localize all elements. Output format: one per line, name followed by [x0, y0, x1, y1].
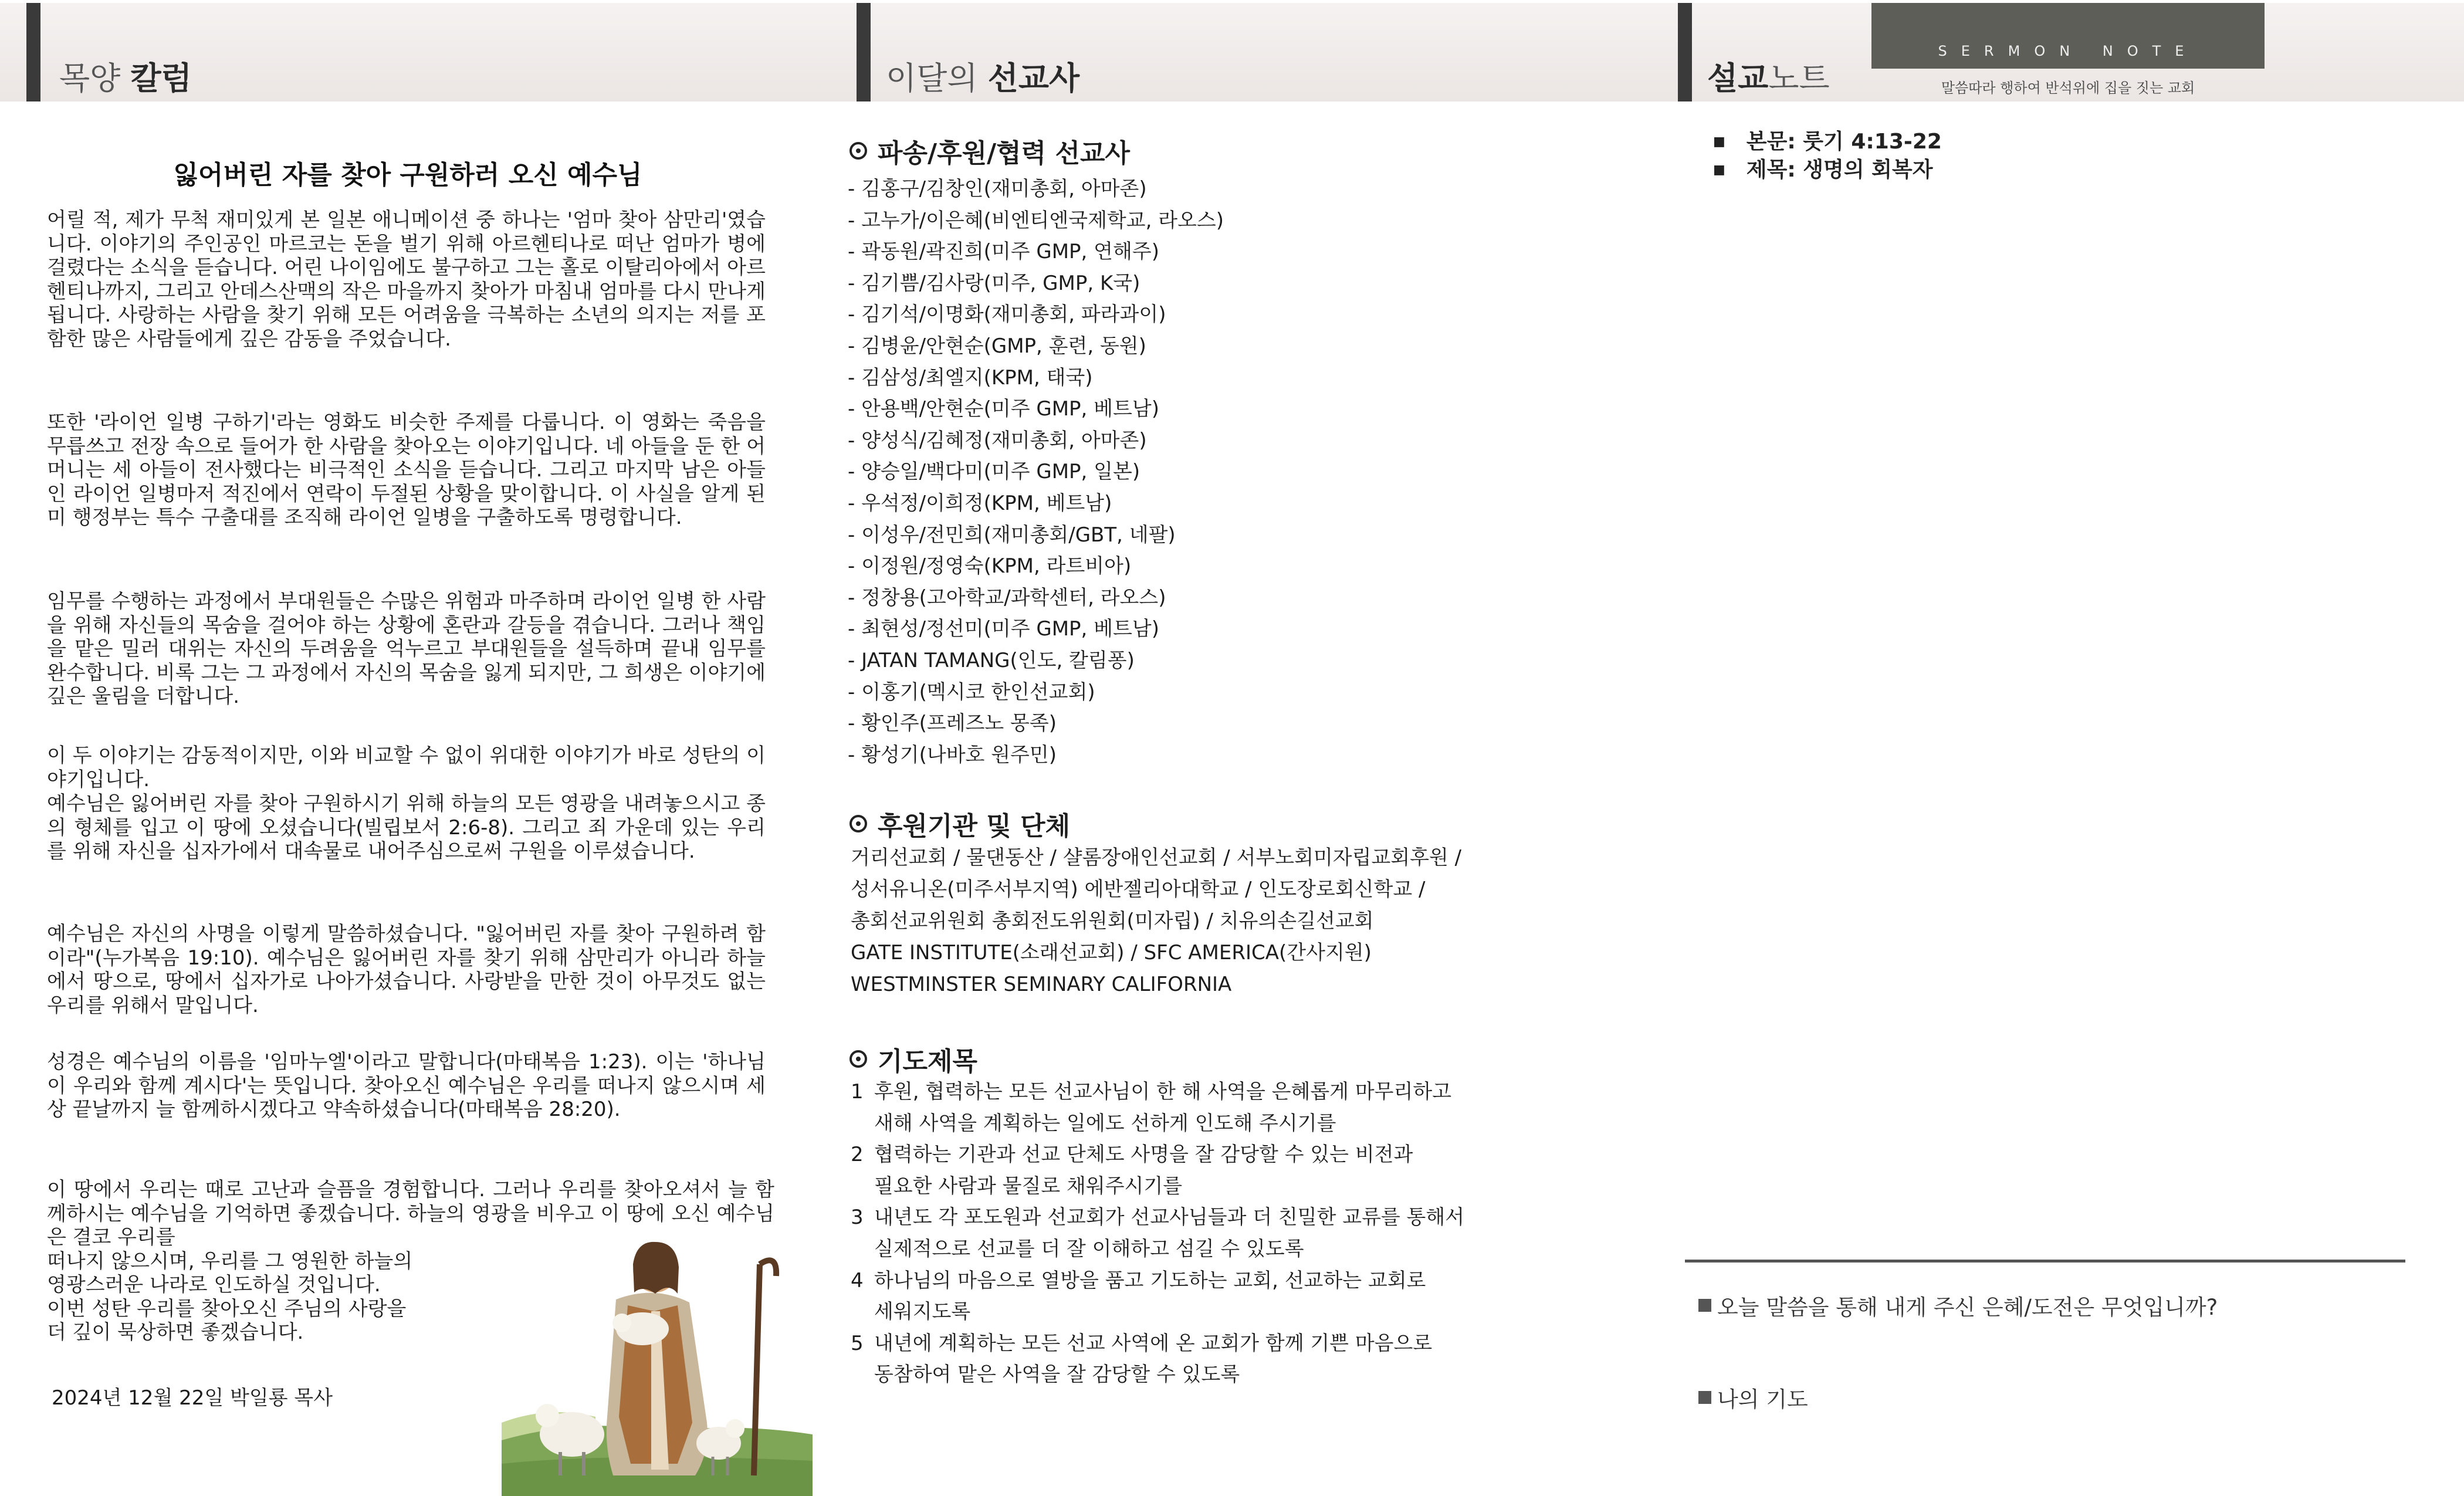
list-item	[848, 394, 1224, 425]
missionary-name: 이정원/정영숙(KPM, 라트비아)	[861, 554, 1132, 578]
list-item	[848, 331, 1224, 363]
list-dash: -	[848, 460, 862, 484]
sermon-text-ref: 본문: 룻기 4:13-22	[1746, 130, 1942, 154]
list-item	[848, 174, 1224, 205]
target-bullet-icon	[849, 1050, 867, 1068]
prayer-number: 1	[851, 1080, 864, 1104]
column-paragraph: 어릴 적, 제가 무척 재미있게 본 일본 애니메이션 중 하나는 '엄마 찾아 삼만리'였습니다. 이야기의 주인공인 마르코는 돈을 벌기 위해 아르헨티나로 떠난 엄마가 병에 걸렸다는 소식을 듣습니다. 어린 나이임에도 불구하고 그는 홀로 이탈리아에서 아르헨티나까지, 그리고 안데스산맥의 작은 마을까지 찾아가 마침내 엄마를 다시 만나게 됩니다. 사랑하는 사람을 찾기 위해 모든 어려움을 극복하는 소년의 의지는 저를 포함한 많은 사람들에게 깊은 감동을 주었습니다.	[47, 208, 766, 351]
sermon-note-label: SERMON NOTE	[1938, 43, 2198, 59]
missionary-name: 황인주(프레즈노 몽족)	[861, 712, 1057, 736]
missionaries-heading-label: 파송/후원/협력 선교사	[878, 138, 1130, 168]
prayer-text: 내년에 계획하는 모든 선교 사역에 온 교회가 함께 기쁜 마음으로 동참하여 맡은 사역을 잘 감당할 수 있도록	[874, 1331, 1433, 1387]
missionary-name: 김병윤/안현순(GMP, 훈련, 동원)	[861, 334, 1146, 358]
grace-question-label: 오늘 말씀을 통해 내게 주신 은혜/도전은 무엇입니까?	[1717, 1295, 2218, 1320]
my-prayer-heading	[1698, 1382, 1808, 1413]
list-dash: -	[848, 554, 862, 578]
missionary-name: 고누가/이은혜(비엔티엔국제학교, 라오스)	[861, 208, 1224, 232]
orgs-heading-label: 후원기관 및 단체	[878, 811, 1071, 841]
column-paragraph: 임무를 수행하는 과정에서 부대원들은 수많은 위험과 마주하며 라이언 일병 한 사람을 위해 자신들의 목숨을 걸어야 하는 상황에 혼란과 갈등을 겪습니다. 그러나 책임을 맡은 밀러 대위는 자신의 두려움을 억누르고 부대원들을 설득하며 끝내 임무를 완수합니다. 비록 그는 그 과정에서 자신의 목숨을 잃게 되지만, 그 희생은 이야기에 깊은 울림을 더합니다.	[47, 590, 766, 708]
list-item	[848, 614, 1224, 645]
prayer-item	[851, 1077, 1464, 1139]
list-dash: -	[848, 648, 862, 672]
prayer-heading-label: 기도제목	[878, 1047, 978, 1077]
missionary-list	[848, 174, 1224, 771]
prayer-item	[851, 1328, 1464, 1391]
missionary-name: 김삼성/최엘지(KPM, 태국)	[861, 365, 1093, 390]
header-suffix: 노트	[1768, 60, 1830, 97]
list-dash: -	[848, 491, 862, 515]
prayer-heading	[849, 1040, 977, 1078]
list-dash: -	[848, 365, 862, 390]
orgs-line: 성서유니온(미주서부지역) 에반젤리아대학교 / 인도장로회신학교 /	[851, 878, 1426, 901]
orgs-line: 총회선교위원회 총회전도위원회(미자립) / 치유의손길선교회	[851, 909, 1374, 933]
prayer-text: 하나님의 마음으로 열방을 품고 기도하는 교회, 선교하는 교회로 세워지도록	[874, 1268, 1426, 1324]
shepherd-illustration	[502, 1229, 813, 1496]
sermon-note-header-title	[1707, 53, 1830, 99]
prayer-text: 후원, 협력하는 모든 선교사님이 한 해 사역을 은혜롭게 마무리하고 새해 사역을 계획하는 일에도 선하게 인도해 주시기를	[874, 1080, 1452, 1135]
list-item	[848, 488, 1224, 520]
missionary-name: 양승일/백다미(미주 GMP, 일본)	[861, 460, 1140, 484]
list-item	[848, 456, 1224, 488]
column-paragraph: 이 두 이야기는 감동적이지만, 이와 비교할 수 없이 위대한 이야기가 바로 성탄의 이야기입니다.	[47, 744, 766, 791]
bullet-icon: ■	[1713, 163, 1725, 177]
list-item	[848, 236, 1224, 268]
missionary-name: 양성식/김혜정(재미총회, 아마존)	[861, 428, 1147, 452]
prayer-number: 3	[851, 1206, 864, 1230]
missionary-name: 이홍기(멕시코 한인선교회)	[861, 680, 1095, 704]
orgs-text	[851, 842, 1525, 1000]
target-bullet-icon	[849, 142, 867, 160]
list-dash: -	[848, 240, 862, 264]
missionary-name: 김홍구/김창인(재미총회, 아마존)	[861, 177, 1147, 201]
prayer-number: 4	[851, 1268, 864, 1292]
divider	[1685, 1260, 2405, 1263]
square-bullet-icon	[1698, 1391, 1711, 1404]
header-strong: 설교	[1707, 60, 1769, 97]
missionary-name: JATAN TAMANG(인도, 칼림퐁)	[861, 648, 1135, 672]
header-prefix: 목양	[59, 60, 121, 97]
list-item	[848, 425, 1224, 457]
prayer-item	[851, 1202, 1464, 1265]
my-prayer-label: 나의 기도	[1717, 1387, 1808, 1412]
orgs-heading	[849, 805, 1070, 842]
column-paragraph: 성경은 예수님의 이름을 '임마누엘'이라고 말합니다(마태복음 1:23). 이는 '하나님이 우리와 함께 계시다'는 뜻입니다. 찾아오신 예수님은 우리를 떠나지 않으시며 세상 끝날까지 늘 함께하시겠다고 약속하셨습니다(마태복음 28:20).	[47, 1050, 766, 1121]
list-item	[848, 551, 1224, 583]
missionary-name: 최현성/정선미(미주 GMP, 베트남)	[861, 617, 1159, 641]
missionary-name: 이성우/전민희(재미총회/GBT, 네팔)	[861, 523, 1176, 547]
missionary-name: 김기석/이명화(재미총회, 파라과이)	[861, 303, 1166, 327]
list-dash: -	[848, 523, 862, 547]
orgs-line: 거리선교회 / 물댄동산 / 샬롬장애인선교회 / 서부노회미자립교회후원 /	[851, 846, 1462, 869]
header-bar	[1678, 3, 1692, 101]
list-dash: -	[848, 680, 862, 704]
column-title: 잃어버린 자를 찾아 구원하러 오신 예수님	[173, 160, 642, 190]
prayer-text: 내년도 각 포도원과 선교회가 선교사님들과 더 친밀한 교류를 통해서 실제적으로 선교를 더 잘 이해하고 섬길 수 있도록	[874, 1206, 1465, 1261]
column-paragraph: 이 땅에서 우리는 때로 고난과 슬픔을 경험합니다. 그러나 우리를 찾아오셔서 늘 함께하시는 예수님을 기억하면 좋겠습니다. 하늘의 영광을 비우고 이 땅에 오신 예수님은 결코 우리를 떠나지 않으시며, 우리를 그 영원한 하늘의 영광스러운 나라로 인도하실 것입니다. 이번 성탄 우리를 찾아오신 주님의 사랑을 더 깊이 묵상하면 좋겠습니다.	[47, 1178, 774, 1344]
missionary-name: 안용백/안현순(미주 GMP, 베트남)	[861, 397, 1159, 421]
list-item	[848, 740, 1224, 771]
pastoral-column-title	[59, 53, 192, 99]
list-item	[848, 645, 1224, 677]
list-item	[848, 363, 1224, 394]
column-paragraph: 또한 '라이언 일병 구하기'라는 영화도 비슷한 주제를 다룹니다. 이 영화는 죽음을 무릅쓰고 전장 속으로 들어가 한 사람을 찾아오는 이야기입니다. 네 아들을 둔 한 어머니는 세 아들이 전사했다는 비극적인 소식을 듣습니다. 그리고 마지막 남은 아들인 라이언 일병마저 적진에서 연락이 두절된 상황을 맞이합니다. 이 사실을 알게 된 미 행정부는 특수 구출대를 조직해 라이언 일병을 구출하도록 명령합니다.	[47, 411, 766, 529]
list-dash: -	[848, 334, 862, 358]
header-bar	[26, 3, 40, 101]
prayer-item	[851, 1139, 1464, 1202]
list-dash: -	[848, 208, 862, 232]
missionary-name: 황성기(나바호 원주민)	[861, 743, 1057, 767]
bullet-icon: ■	[1713, 134, 1725, 149]
list-dash: -	[848, 617, 862, 641]
list-dash: -	[848, 743, 862, 767]
missionary-name: 우석정/이희정(KPM, 베트남)	[861, 491, 1112, 515]
list-dash: -	[848, 712, 862, 736]
list-item	[1713, 128, 1942, 156]
square-bullet-icon	[1698, 1299, 1711, 1312]
list-item	[848, 583, 1224, 614]
list-dash: -	[848, 177, 862, 201]
header-strong: 선교사	[987, 60, 1080, 97]
column-paragraph: 예수님은 자신의 사명을 이렇게 말씀하셨습니다. "잃어버린 자를 찾아 구원하려 함이라"(누가복음 19:10). 예수님은 잃어버린 자를 찾기 위해 삼만리가 아니라 하늘에서 땅으로, 땅에서 십자가로 나아가셨습니다. 사랑받을 만한 것이 아무것도 없는 우리를 위해서 말입니다.	[47, 922, 766, 1017]
missionary-name: 정창용(고아학교/과학센터, 라오스)	[861, 585, 1166, 610]
column-paragraph: 예수님은 잃어버린 자를 찾아 구원하시기 위해 하늘의 모든 영광을 내려놓으시고 종의 형체를 입고 이 땅에 오셨습니다(빌립보서 2:6-8). 그리고 죄 가운데 있는 우리를 위해 자신을 십자가에서 대속물로 내어주심으로써 구원을 이루셨습니다.	[47, 792, 766, 863]
header-bar	[857, 3, 871, 101]
header-strong: 칼럼	[130, 60, 192, 97]
list-dash: -	[848, 303, 862, 327]
list-item	[848, 677, 1224, 709]
missionary-header-title	[886, 53, 1079, 99]
column-signature: 2024년 12월 22일 박일룡 목사	[52, 1386, 333, 1410]
list-item	[848, 299, 1224, 331]
church-tagline: 말씀따라 행하여 반석위에 집을 짓는 교회	[1941, 80, 2195, 96]
orgs-line: WESTMINSTER SEMINARY CALIFORNIA	[851, 973, 1232, 996]
list-dash: -	[848, 585, 862, 610]
list-dash: -	[848, 271, 862, 295]
prayer-number: 2	[851, 1143, 864, 1167]
sermon-title: 제목: 생명의 회복자	[1746, 158, 1933, 182]
prayer-item	[851, 1265, 1464, 1328]
missionary-name: 곽동원/곽진희(미주 GMP, 연해주)	[861, 240, 1159, 264]
list-item	[848, 708, 1224, 740]
list-item	[1713, 156, 1942, 184]
missionary-name: 김기쁨/김사랑(미주, GMP, K국)	[861, 271, 1140, 295]
prayer-text: 협력하는 기관과 선교 단체도 사명을 잘 감당할 수 있는 비전과 필요한 사람과 물질로 채워주시기를	[874, 1143, 1413, 1198]
missionaries-heading	[849, 132, 1130, 170]
list-dash: -	[848, 428, 862, 452]
target-bullet-icon	[849, 815, 867, 832]
grace-question	[1698, 1289, 2218, 1321]
header-prefix: 이달의	[886, 60, 978, 97]
sermon-note-label-box	[1871, 3, 2265, 69]
list-item	[848, 205, 1224, 237]
list-dash: -	[848, 397, 862, 421]
prayer-list	[851, 1077, 1464, 1391]
list-item	[848, 268, 1224, 300]
prayer-number: 5	[851, 1331, 864, 1355]
orgs-line: GATE INSTITUTE(소래선교회) / SFC AMERICA(간사지원)	[851, 941, 1372, 964]
sermon-info-list	[1713, 128, 1942, 184]
list-item	[848, 520, 1224, 551]
